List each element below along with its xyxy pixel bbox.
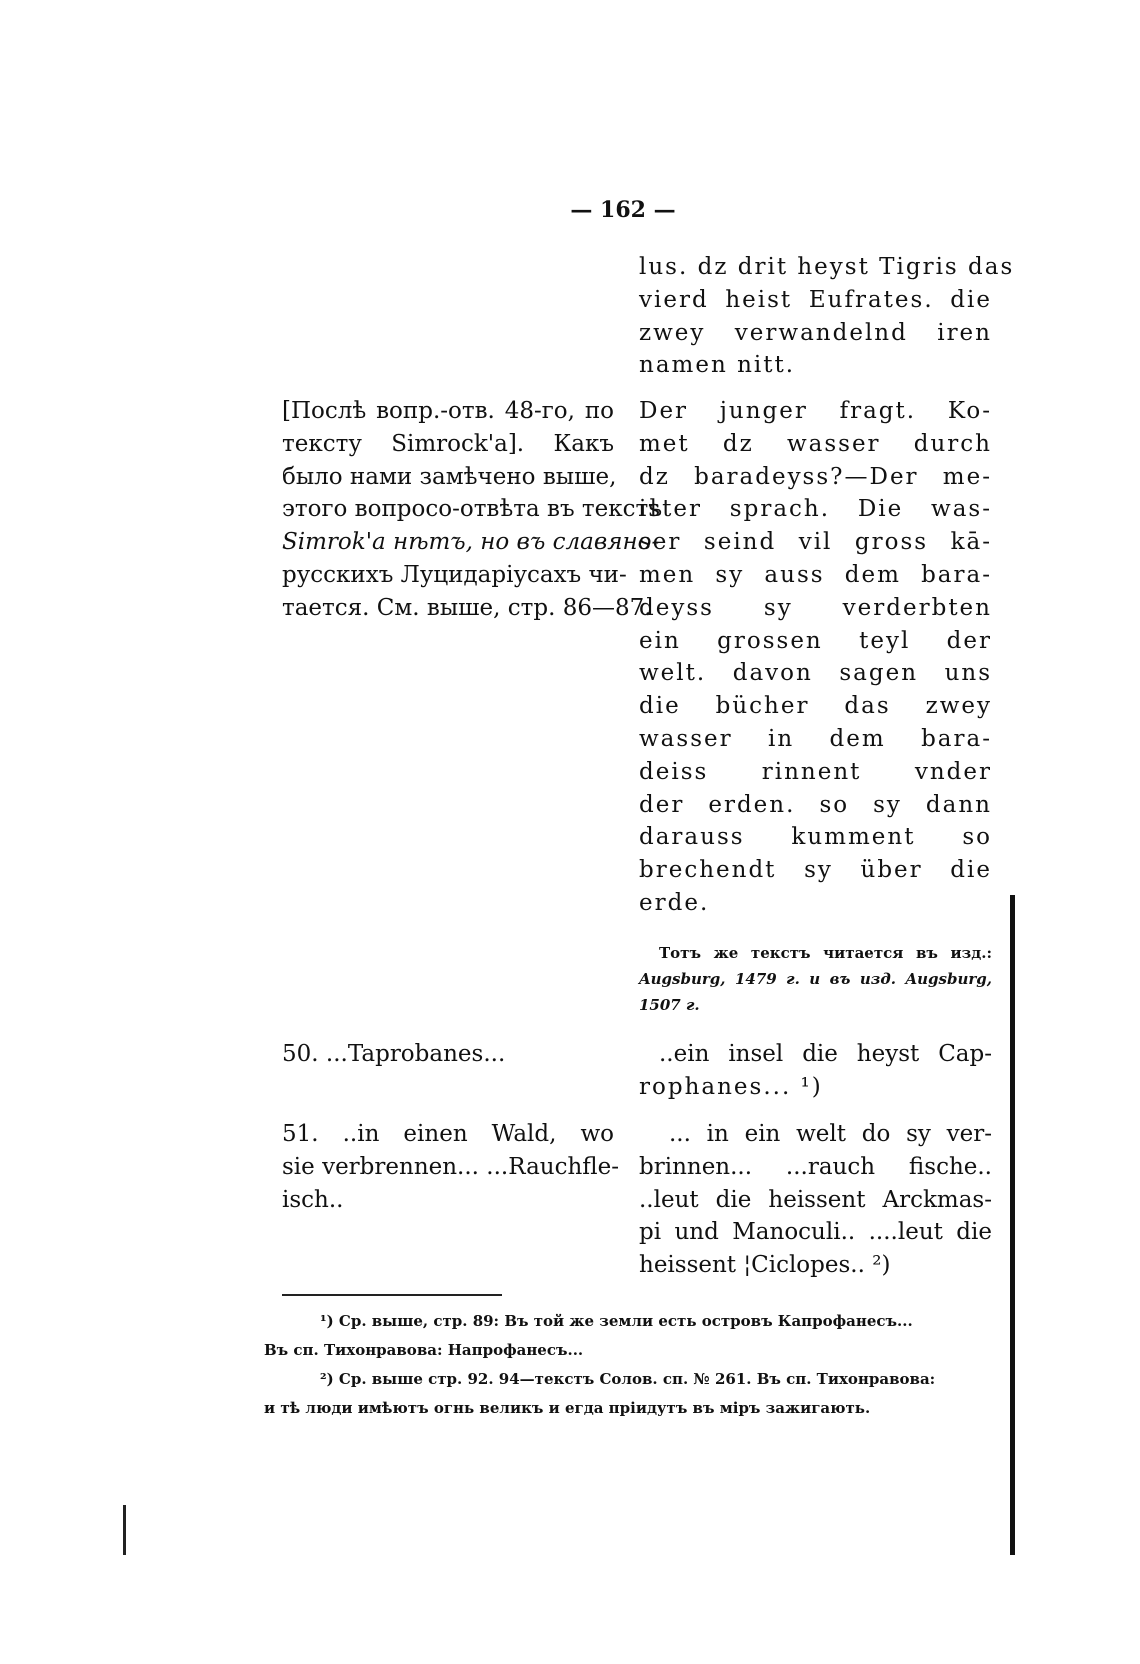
q49-commentary-left — [282, 395, 663, 625]
text-line: sie verbrennen... ...Rauchfle- — [282, 1153, 620, 1180]
text-line: этого вопросо-отвѣта въ текстѣ — [282, 496, 663, 523]
text-line: ister sprach. Die was- — [639, 496, 992, 523]
text-line: ... in ein welt do sy ver- — [669, 1121, 992, 1147]
text-line: rophanes... ¹) — [639, 1073, 823, 1100]
text-line: brechendt sy über die — [639, 857, 992, 884]
q51-text-left — [282, 1118, 620, 1216]
text-line: vierd heist Eufrates. die — [639, 286, 992, 313]
text-line: ..ein insel die heyst Cap- — [659, 1041, 992, 1067]
text-line: lus. dz drit heyst Tigris das — [639, 254, 1015, 280]
text-line: русскихъ Луцидаріусахъ чи- — [282, 561, 627, 588]
text-line: Simrok'a нѣтъ, но въ славяно- — [282, 529, 660, 556]
text-line: [Послѣ вопр.-отв. 48-го, по — [282, 398, 614, 424]
page-number: — 162 — — [570, 197, 676, 223]
text-line: deiss rinnent vnder — [639, 758, 992, 785]
q50-text-left — [282, 1038, 614, 1071]
q50-text-right — [639, 1038, 992, 1104]
footnote-1: ¹) Ср. выше, стр. 89: Въ той же земли есть островъ Капрофанесъ... — [320, 1312, 913, 1330]
text-line: men sy auss dem bara- — [639, 561, 992, 588]
note-line: Augsburg, 1479 г. и въ изд. Augsburg, — [639, 970, 992, 988]
text-line: pi und Manoculi.. ....leut die — [639, 1219, 992, 1246]
text-line: welt. davon sagen uns — [639, 660, 992, 687]
text-line: 50. ...Taprobanes... — [282, 1041, 506, 1067]
intro-text-right — [639, 251, 1015, 382]
text-line: ..leut die heissent Arckmas- — [639, 1186, 992, 1213]
text-line: deyss sy verderbten — [639, 594, 992, 621]
text-line: тается. См. выше, стр. 86—87. — [282, 594, 652, 621]
scan-edge-bar — [1010, 895, 1015, 1555]
q49-text-right — [639, 395, 992, 920]
text-line: der erden. so sy dann — [639, 791, 992, 818]
text-line: heissent ¦Ciclopes.. ²) — [639, 1252, 891, 1279]
scan-edge-mark — [123, 1505, 126, 1555]
q49-edition-note — [639, 940, 992, 1018]
text-line: zwey verwandelnd iren — [639, 319, 992, 346]
text-line: namen nitt. — [639, 352, 796, 379]
footnote-2-cont: и тѣ люди имѣютъ огнь великъ и егда пріидутъ въ міръ зажигають. — [264, 1399, 871, 1417]
footnotes — [264, 1307, 990, 1423]
text-line: dz baradeyss?—Der me- — [639, 463, 992, 490]
text-line: ser seind vil gross kā- — [639, 529, 992, 556]
note-line: Тотъ же текстъ читается въ изд.: — [659, 944, 992, 962]
text-line: тексту Simrock'a]. Какъ — [282, 430, 614, 457]
text-line: было нами замѣчено выше, — [282, 463, 617, 490]
note-line: 1507 г. — [639, 996, 700, 1014]
text-line: 51. ..in einen Wald, wo — [282, 1121, 614, 1147]
q51-text-right — [639, 1118, 992, 1282]
text-line: die bücher das zwey — [639, 693, 992, 720]
text-line: ein grossen teyl der — [639, 627, 992, 654]
text-line: isch.. — [282, 1186, 344, 1213]
text-line: erde. — [639, 889, 710, 916]
footnote-2: ²) Ср. выше стр. 92. 94—текстъ Солов. сп. № 261. Въ сп. Тихонравова: — [320, 1370, 936, 1388]
footnote-1-cont: Въ сп. Тихонравова: Напрофанесъ... — [264, 1341, 584, 1359]
text-line: Der junger fragt. Ko- — [639, 398, 992, 424]
text-line: brinnen... ...rauch fische.. — [639, 1153, 992, 1180]
footnote-separator — [282, 1294, 502, 1296]
text-line: darauss kumment so — [639, 824, 992, 851]
text-line: wasser in dem bara- — [639, 725, 992, 752]
text-line: met dz wasser durch — [639, 430, 992, 457]
